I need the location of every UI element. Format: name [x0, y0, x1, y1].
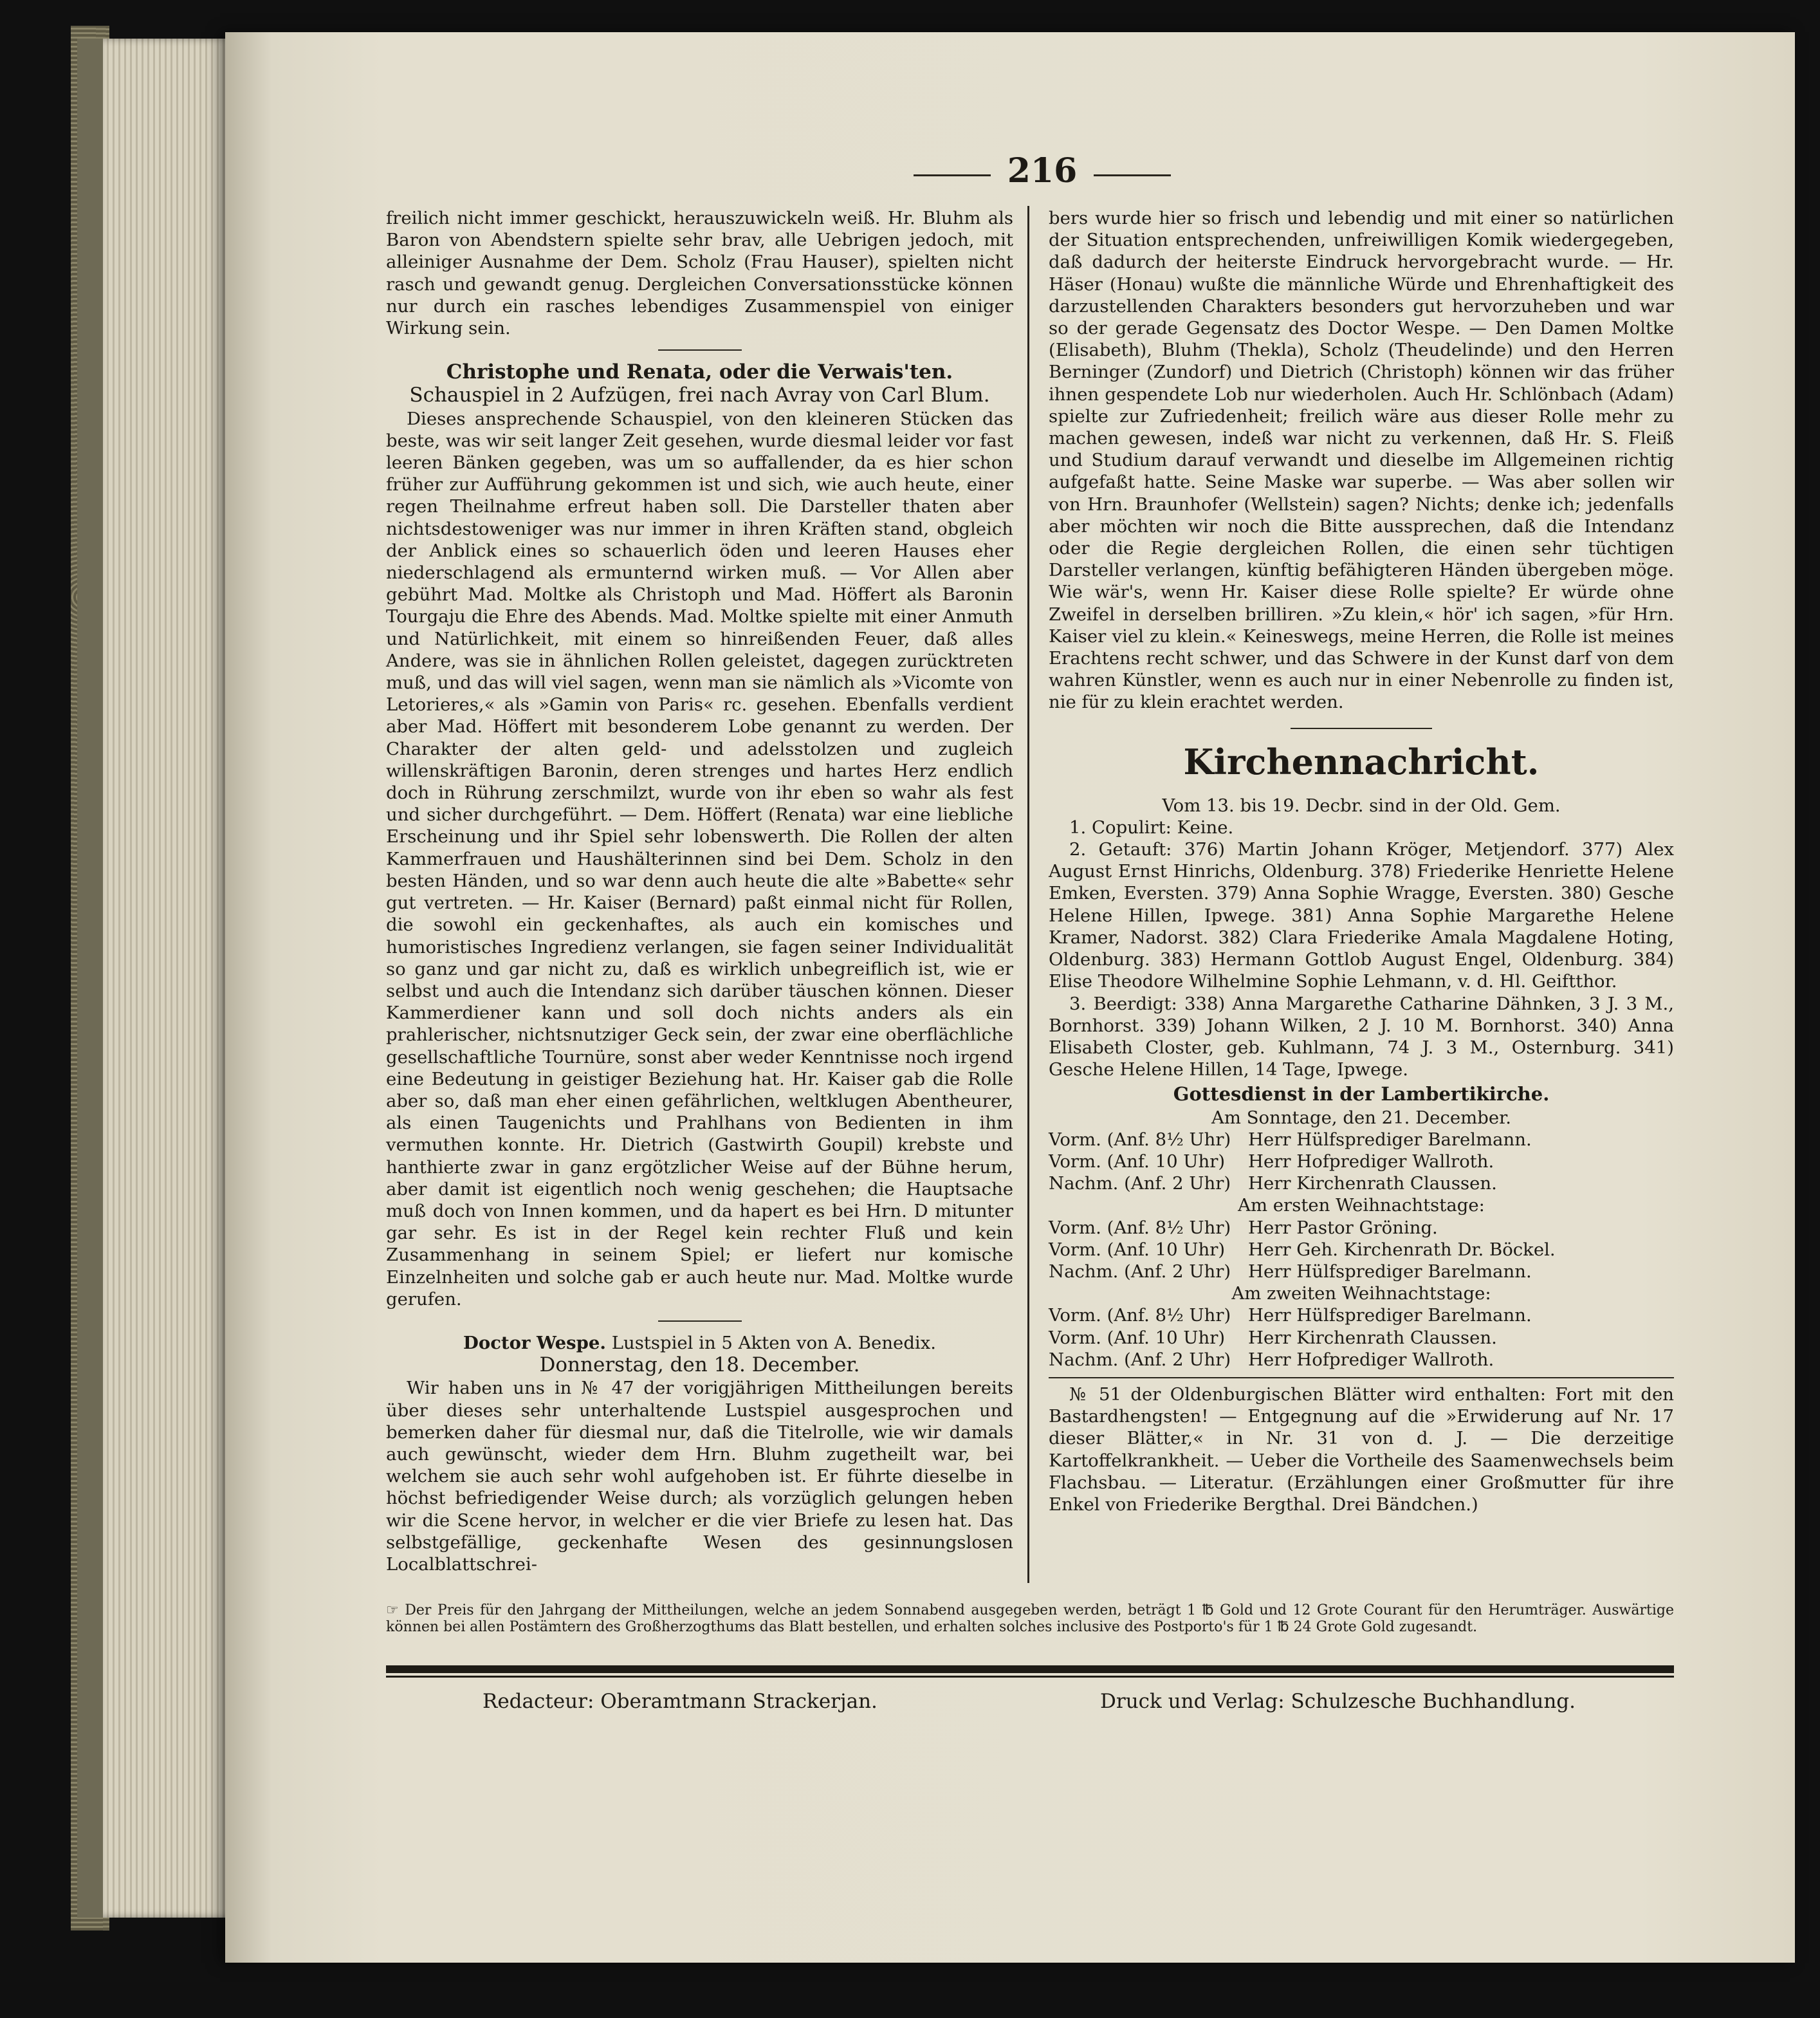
- service-preacher: Herr Pastor Gröning.: [1248, 1217, 1438, 1238]
- footer-rule-thick: [386, 1665, 1674, 1673]
- column-divider: [1027, 206, 1029, 1583]
- service-time: Vorm. (Anf. 8½ Uhr): [1049, 1305, 1231, 1326]
- page-header: [914, 151, 1171, 196]
- service-row: [1049, 1304, 1674, 1326]
- review2-text: Wir haben uns in № 47 der vorigjährigen Mittheilungen bereits über dieses sehr unterhaltende Lustspiel ausgesprochen und bemerken daher für diesmal nur, daß die Titelrolle, wie wir damals auch gewünscht, wieder dem Hrn. Bluhm zugetheilt war, bei welchem sie auch sehr wohl aufgehoben ist. Er führte dieselbe in höchst befriedigender Weise durch; als vorzüglich gelungen heben wir die Scene hervor, in welcher er die vier Briefe zu lesen hat. Das selbstgefällige, geckenhafte Wesen des gesinnungslosen Localblattschrei-: [386, 1378, 1013, 1575]
- header-dash-left: [914, 174, 991, 176]
- service-preacher: Herr Kirchenrath Claussen.: [1248, 1173, 1497, 1194]
- service-preacher: Herr Geh. Kirchenrath Dr. Böckel.: [1248, 1239, 1556, 1260]
- copulirt-entry: 1. Copulirt: Keine.: [1069, 817, 1234, 838]
- footer-printer: Druck und Verlag: Schulzesche Buchhandlung.: [1100, 1690, 1576, 1713]
- service-section: [1049, 1282, 1674, 1371]
- service-preacher: Herr Kirchenrath Claussen.: [1248, 1327, 1497, 1348]
- getauft-entry: 2. Getauft: 376) Martin Johann Kröger, Metjendorf. 377) Alex August Ernst Hinrichs, Oldenburg. 378) Friederike Henriette Helene Emken, Eversten. 379) Anna Sophie Wragge, Eversten. 380) Gesche Helene Hillen, Ipwege. 381) Anna Sophie Margarethe Helene Kramer, Nadorst. 382) Clara Friederike Amala Magdalene Hoting, Oldenburg. 383) Hermann Gottlob August Engel, Oldenburg. 384) Elise Theodore Wilhelmine Sophie Lehmann, v. d. Hl. Geiftthor.: [1049, 839, 1674, 992]
- footer-rule-thin: [386, 1676, 1674, 1678]
- service-row: [1049, 1217, 1674, 1239]
- service-row: [1049, 1261, 1674, 1282]
- review2-title-rest: Lustspiel in 5 Akten von A. Benedix.: [611, 1332, 936, 1353]
- service-time: Nachm. (Anf. 2 Uhr): [1049, 1173, 1231, 1194]
- service-day: Am ersten Weihnachtstage:: [1238, 1195, 1485, 1216]
- review1-text: Dieses ansprechende Schauspiel, von den kleineren Stücken das beste, was wir seit langer Zeit gesehen, wurde diesmal leider vor fast leeren Bänken gegeben, was um so auffallender, da es hier schon früher zur Aufführung gekommen ist und sich, wie auch heute, einer regen Theilnahme erfreut haben soll. Die Darsteller thaten aber nichtsdestoweniger was nur immer in ihren Kräften stand, obgleich der Anblick eines so schauerlich öden und leeren Hauses eher niederschlagend als ermunternd wirken muß. — Vor Allen aber gebührt Mad. Moltke als Christoph und Mad. Höffert als Baronin Tourgaju die Ehre des Abends. Mad. Moltke spielte mit einer Anmuth und Natürlichkeit, mit einem so hinreißenden Feuer, daß alles Andere, was sie in ähnlichen Rollen geleistet, dagegen zurücktreten muß, und das will viel sagen, wenn man sie nämlich als »Vicomte von Letorieres,« als »Gamin von Paris« rc. gesehen. Ebenfalls verdient aber Mad. Höffert mit besonderem Lobe genannt zu werden. Der Charakter der alten geld- und adelsstolzen und zugleich willenskräftigen Baronin, deren strenges und hartes Herz endlich doch in Rührung zerschmilzt, wurde von ihr eben so wahr als fest und sicher durchgeführt. — Dem. Höffert (Renata) war eine liebliche Erscheinung und ihr Spiel sehr lobenswerth. Die Rollen der alten Kammerfrauen und Haushälterinnen sind bei Dem. Scholz in den besten Händen, und so war denn auch heute die alte »Babette« sehr gut vertreten. — Hr. Kaiser (Bernard) paßt einmal nicht für Rollen, die sowohl ein geckenhaftes, als auch ein komisches und humoristisches Ingredienz verlangen, sie fagen seiner Individualität so ganz und gar nicht zu, daß es wirklich unbegreiflich ist, wie er selbst und auch die Intendanz sich darüber täuschen können. Dieser Kammerdiener kann und soll doch nichts anders als ein prahlerischer, nichtsnutziger Geck sein, der zwar eine oberflächliche gesellschaftliche Tournüre, sonst aber weder Kenntnisse noch irgend eine Bedeutung in geistiger Beziehung hat. Hr. Kaiser gab die Rolle aber so, daß man eher einen gefährlichen, weltklugen Abentheurer, als einen Taugenichts und Prahlhans von Bedienten in ihm vermuthen konnte. Hr. Dietrich (Gastwirth Goupil) krebste und hanthierte zwar in ganz ergötzlicher Weise auf der Bühne herum, aber damit ist eigentlich noch wenig geschehen; die Hauptsache muß doch von Innen kommen, und da hapert es bei Hrn. D mitunter gar sehr. Es ist in der Regel kein rechter Fluß und kein Zusammenhang in seinem Spiel; er liefert nur komische Einzelnheiten und solche gab er auch heute nur. Mad. Moltke wurde gerufen.: [386, 408, 1013, 1310]
- service-preacher: Herr Hülfsprediger Barelmann.: [1248, 1261, 1532, 1282]
- review2-continuation: bers wurde hier so frisch und lebendig und mit einer so natürlichen der Situation entsprechenden, unfreiwilligen Komik wiedergegeben, daß dadurch der heiterste Eindruck hervorgebracht wurde. — Hr. Häser (Honau) wußte die männliche Würde und Ehrenhaftigkeit des darzustellenden Charakters besonders gut hervorzuheben und war so der gerade Gegensatz des Doctor Wespe. — Den Damen Moltke (Elisabeth), Bluhm (Thekla), Scholz (Theudelinde) und den Herren Berninger (Zundorf) und Dietrich (Christoph) können wir das früher ihnen gespendete Lob nur wiederholen. Auch Hr. Schlönbach (Adam) spielte zur Zufriedenheit; freilich wäre aus dieser Rolle mehr zu machen gewesen, indeß war nicht zu verkennen, daß Hr. S. Fleiß und Studium darauf verwandt und dieselbe im Allgemeinen richtig aufgefaßt hatte. Seine Maske war superbe. — Was aber sollen wir von Hrn. Braunhofer (Wellstein) sagen? Nichts; denke ich; jedenfalls aber möchten wir noch die Bitte aussprechen, daß die Intendanz oder die Regie dergleichen Rollen, die einen sehr tüchtigen Darsteller verlangen, künftig befähigteren Händen übergeben möge. Wie wär's, wenn Hr. Kaiser diese Rolle spielte? Er würde ohne Zweifel in derselben brilliren. »Zu klein,« hör' ich sagen, »für Hrn. Kaiser viel zu klein.« Keineswegs, meine Herren, die Rolle ist meines Erachtens recht schwer, und das Schwere in der Kunst darf von dem wahren Künstler, wenn es auch nur in einer Nebenrolle zu finden ist, nie für zu klein erachtet werden.: [1049, 208, 1674, 713]
- right-column: [1049, 207, 1674, 1515]
- service-section: [1049, 1107, 1674, 1195]
- section-divider: [1291, 728, 1432, 729]
- section-divider: [1049, 1377, 1674, 1378]
- service-preacher: Herr Hülfsprediger Barelmann.: [1248, 1129, 1532, 1150]
- review1-title: Christophe und Renata, oder die Verwais'ten.: [446, 360, 953, 384]
- service-row: [1049, 1239, 1674, 1261]
- section-divider: [658, 1320, 742, 1322]
- service-time: Vorm. (Anf. 10 Uhr): [1049, 1151, 1226, 1172]
- service-time: Nachm. (Anf. 2 Uhr): [1049, 1349, 1231, 1370]
- footer-editor: Redacteur: Oberamtmann Strackerjan.: [483, 1690, 878, 1713]
- service-row: [1049, 1327, 1674, 1349]
- service-preacher: Herr Hofprediger Wallroth.: [1248, 1151, 1494, 1172]
- review2-heading: [386, 1332, 1013, 1354]
- service-day: Am zweiten Weihnachtstage:: [1231, 1283, 1491, 1304]
- review2-title: Doctor Wespe.: [463, 1332, 606, 1353]
- left-column: [386, 207, 1013, 1575]
- service-section: [1049, 1194, 1674, 1282]
- review1-subtitle: Schauspiel in 2 Aufzügen, frei nach Avray von Carl Blum.: [409, 384, 990, 407]
- service-time: Vorm. (Anf. 10 Uhr): [1049, 1327, 1226, 1348]
- service-time: Vorm. (Anf. 10 Uhr): [1049, 1239, 1226, 1260]
- service-preacher: Herr Hofprediger Wallroth.: [1248, 1349, 1494, 1370]
- service-row: [1049, 1172, 1674, 1194]
- price-notice: ☞ Der Preis für den Jahrgang der Mittheilungen, welche an jedem Sonnabend ausgegeben werden, beträgt 1 ℔ Gold und 12 Grote Courant für den Herumträger. Auswärtige können bei allen Postämtern des Großherzogthums das Blatt bestellen, und erhalten solches inclusive des Postporto's für 1 ℔ 24 Grote Gold zugesandt.: [386, 1602, 1674, 1635]
- service-row: [1049, 1349, 1674, 1371]
- church-news-heading: Kirchennachricht.: [1183, 741, 1540, 782]
- header-dash-right: [1094, 174, 1171, 176]
- review2-date: Donnerstag, den 18. December.: [539, 1353, 860, 1377]
- page-number: 216: [1007, 151, 1078, 190]
- beerdigt-entry: 3. Beerdigt: 338) Anna Margarethe Catharine Dähnken, 3 J. 3 M., Bornhorst. 339) Johann Wilken, 2 J. 10 M. Bornhorst. 340) Anna Elisabeth Closter, geb. Kuhlmann, 74 J. 3 M., Osternburg. 341) Gesche Helene Hillen, 14 Tage, Ipwege.: [1049, 993, 1674, 1080]
- service-preacher: Herr Hülfsprediger Barelmann.: [1248, 1305, 1532, 1326]
- service-row: [1049, 1151, 1674, 1172]
- service-time: Vorm. (Anf. 8½ Uhr): [1049, 1217, 1231, 1238]
- service-row: [1049, 1129, 1674, 1151]
- intro-paragraph: freilich nicht immer geschickt, herauszuwickeln weiß. Hr. Bluhm als Baron von Abendstern spielte sehr brav, alle Uebrigen jedoch, mit alleiniger Ausnahme der Dem. Scholz (Frau Hauser), spielten nicht rasch und gewandt genug. Dergleichen Conversationsstücke können nur durch ein rasches lebendiges Zusammenspiel von einiger Wirkung sein.: [386, 208, 1013, 339]
- section-divider: [658, 349, 742, 351]
- church-records: [1049, 817, 1674, 1080]
- service-time: Vorm. (Anf. 8½ Uhr): [1049, 1129, 1231, 1150]
- blaetter-notice: № 51 der Oldenburgischen Blätter wird enthalten: Fort mit den Bastardhengsten! — Entgegnung auf die »Erwiderung auf Nr. 17 dieser Blätter,« in Nr. 31 von d. J. — Die derzeitige Kartoffelkrankheit. — Ueber die Vortheile des Saamenwechsels beim Flachsbau. — Literatur. (Erzählungen einer Großmutter für ihre Enkel von Friederike Bergthal. Drei Bändchen.): [1049, 1384, 1674, 1515]
- service-time: Nachm. (Anf. 2 Uhr): [1049, 1261, 1231, 1282]
- church-intro: Vom 13. bis 19. Decbr. sind in der Old. Gem.: [1162, 795, 1561, 816]
- service-day: Am Sonntage, den 21. December.: [1211, 1107, 1511, 1128]
- service-heading: Gottesdienst in der Lambertikirche.: [1173, 1083, 1550, 1106]
